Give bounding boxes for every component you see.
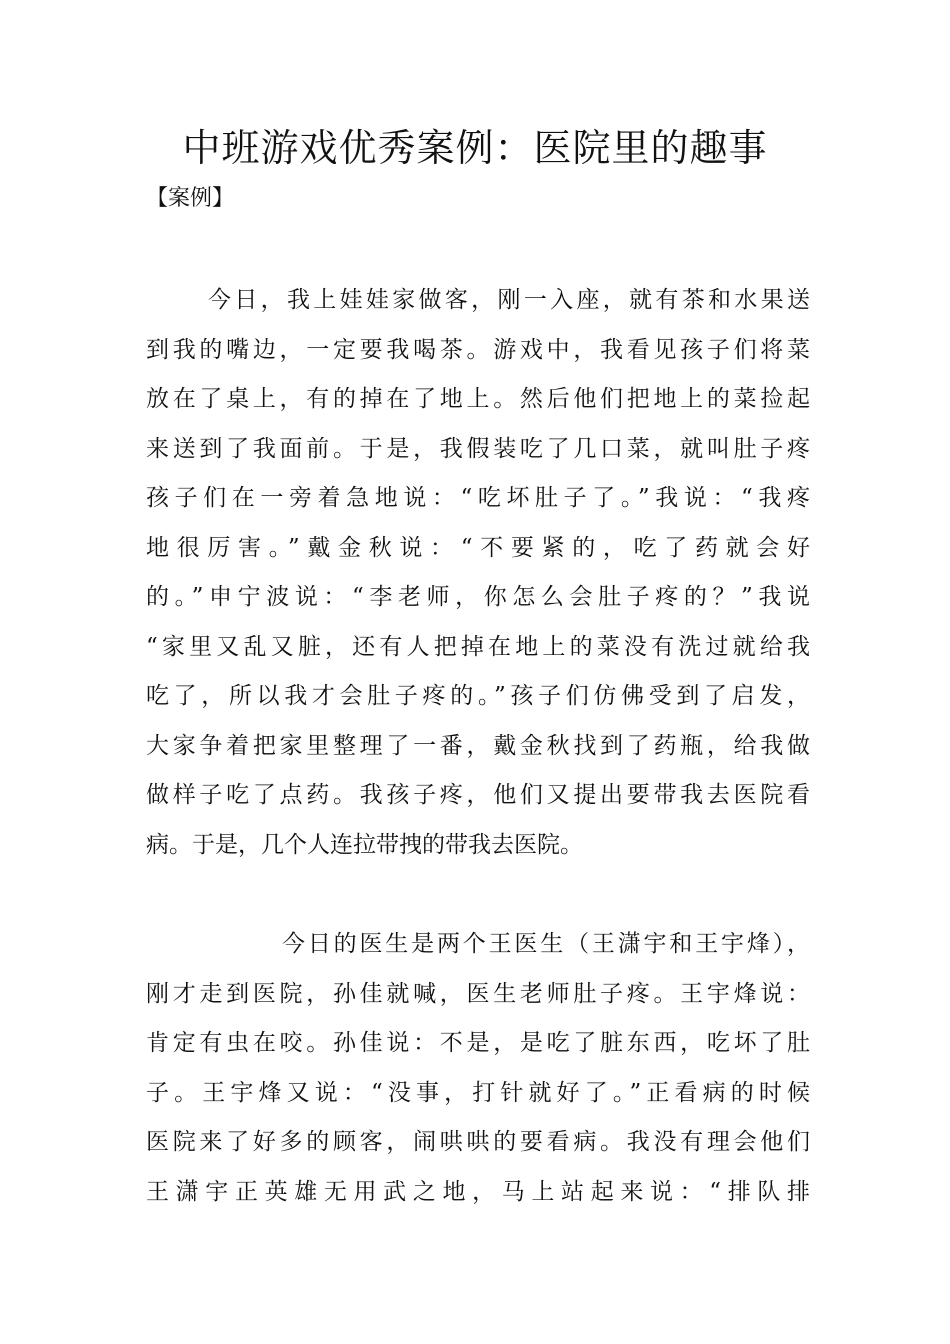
paragraph-line: 刚才走到医院，孙佳就喊，医生老师肚子疼。王宇烽说： (146, 980, 810, 1007)
paragraph-line: 王潇宇正英雄无用武之地，马上站起来说：“排队排 (146, 1178, 810, 1205)
paragraph-line: 吃了，所以我才会肚子疼的。”孩子们仿佛受到了启发， (146, 683, 810, 709)
paragraph-line: 地很厉害。”戴金秋说：“不要紧的，吃了药就会好 (146, 534, 810, 561)
paragraph-line: 子。王宇烽又说：“没事，打针就好了。”正看病的时候 (146, 1079, 810, 1106)
paragraph-line: “家里又乱又脏，还有人把掉在地上的菜没有洗过就给我 (146, 633, 810, 660)
section-label: 【案例】 (146, 186, 235, 211)
paragraph-line: 病。于是，几个人连拉带拽的带我去医院。 (146, 831, 583, 858)
paragraph-line: 大家争着把家里整理了一番，戴金秋找到了药瓶，给我做 (146, 732, 810, 759)
paragraph-line: 孩子们在一旁着急地说：“吃坏肚子了。”我说：“我疼 (146, 485, 810, 511)
paragraph-line: 来送到了我面前。于是，我假装吃了几口菜，就叫肚子疼 (146, 435, 810, 462)
page-title: 中班游戏优秀案例：医院里的趣事 (182, 126, 768, 170)
paragraph-line: 放在了桌上，有的掉在了地上。然后他们把地上的菜捡起 (146, 386, 810, 412)
paragraph-line: 的。”申宁波说：“李老师，你怎么会肚子疼的？”我说 (146, 584, 810, 610)
paragraph-line: 医院来了好多的顾客，闹哄哄的要看病。我没有理会他们 (146, 1129, 810, 1155)
paragraph-line: 今日，我上娃娃家做客，刚一入座，就有茶和水果送 (208, 287, 810, 313)
paragraph-line: 到我的嘴边，一定要我喝茶。游戏中，我看见孩子们将菜 (146, 336, 810, 363)
paragraph-line: 做样子吃了点药。我孩子疼，他们又提出要带我去医院看 (146, 782, 810, 808)
paragraph-2 (146, 920, 810, 1217)
paragraph-line: 今日的医生是两个王医生（王潇宇和王宇烽）， (282, 931, 810, 957)
paragraph-1 (146, 276, 810, 870)
paragraph-line: 肯定有虫在咬。孙佳说：不是，是吃了脏东西，吃坏了肚 (146, 1030, 810, 1056)
